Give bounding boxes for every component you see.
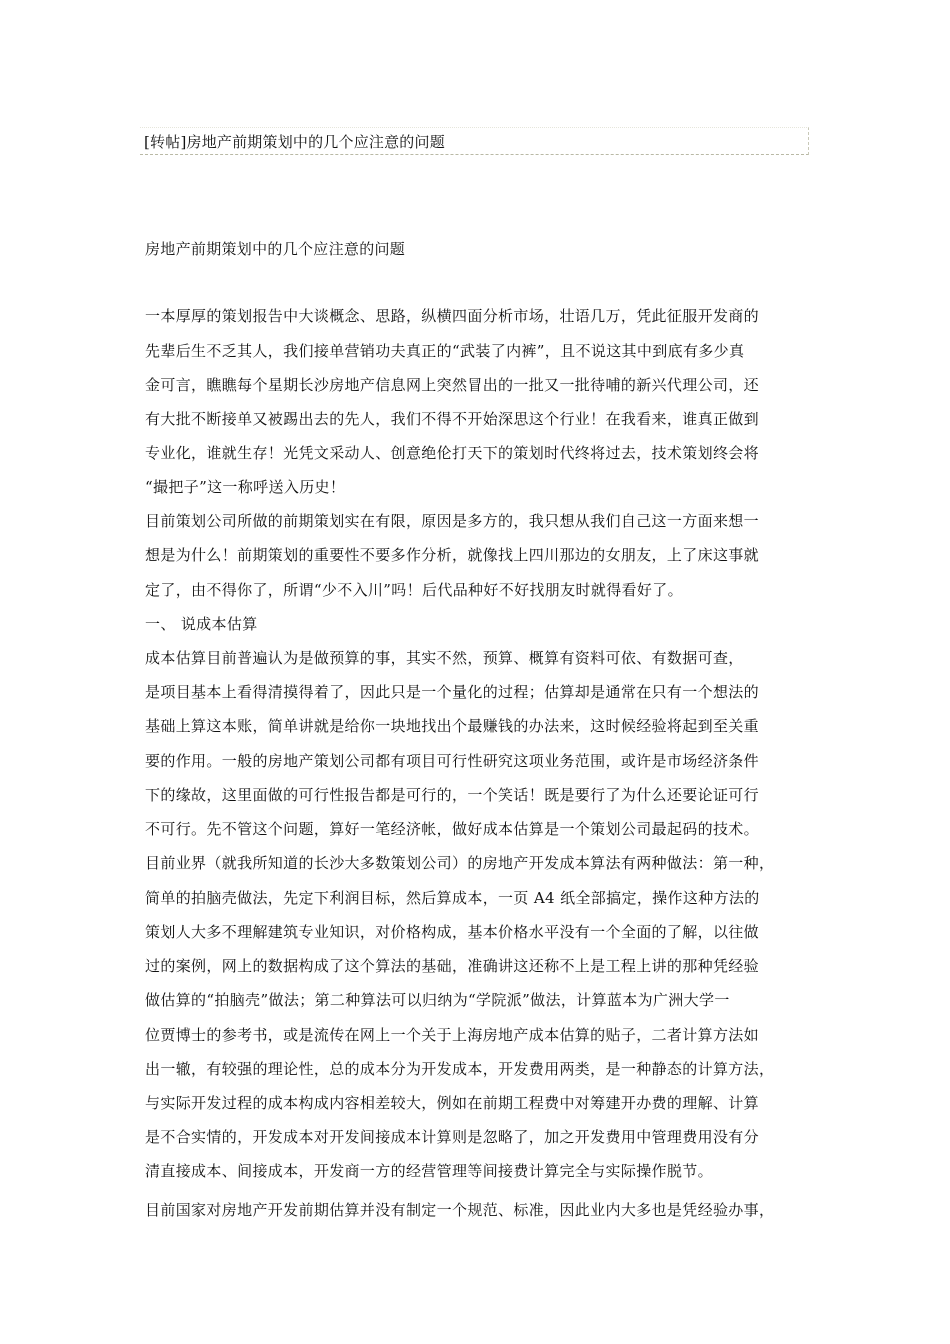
body-line: 清直接成本、间接成本，开发商一方的经营管理等间接费计算完全与实际操作脱节。 bbox=[145, 1162, 713, 1180]
body-line: 是项目基本上看得清摸得着了，因此只是一个量化的过程；估算却是通常在只有一个想法的 bbox=[145, 683, 760, 701]
body-line: 与实际开发过程的成本构成内容相差较大，例如在前期工程费中对筹建开办费的理解、计算 bbox=[145, 1094, 760, 1112]
body-line: 想是为什么！前期策划的重要性不要多作分析，就像找上四川那边的女朋友，上了床这事就 bbox=[145, 546, 760, 564]
body-line: 出一辙，有较强的理论性，总的成本分为开发成本，开发费用两类，是一种静态的计算方法， bbox=[145, 1060, 775, 1078]
body-line: 专业化，谁就生存！光凭文采动人、创意绝伦打天下的策划时代终将过去，技术策划终会将 bbox=[145, 444, 760, 462]
body-line: 要的作用。一般的房地产策划公司都有项目可行性研究这项业务范围，或许是市场经济条件 bbox=[145, 752, 760, 770]
body-line: 基础上算这本账，简单讲就是给你一块地找出个最赚钱的办法来，这时候经验将起到至关重 bbox=[145, 717, 760, 735]
body-line: 目前国家对房地产开发前期估算并没有制定一个规范、标准，因此业内大多也是凭经验办事， bbox=[145, 1201, 775, 1219]
body-line: 过的案例，网上的数据构成了这个算法的基础，准确讲这还称不上是工程上讲的那种凭经验 bbox=[145, 957, 760, 975]
body-line: 金可言，瞧瞧每个星期长沙房地产信息网上突然冒出的一批又一批待哺的新兴代理公司，还 bbox=[145, 376, 760, 394]
body-line: 不可行。先不管这个问题，算好一笔经济帐，做好成本估算是一个策划公司最起码的技术。 bbox=[145, 820, 760, 838]
section-heading: 一、 说成本估算 bbox=[145, 615, 258, 633]
body-line: 简单的拍脑壳做法，先定下利润目标，然后算成本，一页 A4 纸全部搞定，操作这种方法的 bbox=[145, 889, 760, 907]
body-line: 做估算的“拍脑壳”做法；第二种算法可以归纳为“学院派”做法，计算蓝本为广洲大学一 bbox=[145, 991, 730, 1009]
body-line: 下的缘故，这里面做的可行性报告都是可行的，一个笑话！既是要行了为什么还要论证可行 bbox=[145, 786, 760, 804]
body-line: 目前业界（就我所知道的长沙大多数策划公司）的房地产开发成本算法有两种做法：第一种， bbox=[145, 854, 775, 872]
body-line: “撮把子”这一称呼送入历史！ bbox=[145, 478, 346, 496]
body-line: 目前策划公司所做的前期策划实在有限，原因是多方的，我只想从我们自己这一方面来想一 bbox=[145, 512, 760, 530]
post-title: [转帖]房地产前期策划中的几个应注意的问题 bbox=[144, 133, 445, 151]
body-line: 先辈后生不乏其人，我们接单营销功夫真正的“武装了内裤”，且不说这其中到底有多少真 bbox=[145, 342, 745, 360]
article-title: 房地产前期策划中的几个应注意的问题 bbox=[145, 240, 406, 258]
body-line: 成本估算目前普遍认为是做预算的事，其实不然，预算、概算有资料可依、有数据可查， bbox=[145, 649, 744, 667]
body-line: 一本厚厚的策划报告中大谈概念、思路，纵横四面分析市场，壮语几万，凭此征服开发商的 bbox=[145, 307, 760, 325]
body-line: 定了，由不得你了，所谓“少不入川”吗！后代品种好不好找朋友时就得看好了。 bbox=[145, 581, 683, 599]
body-line: 位贾博士的参考书，或是流传在网上一个关于上海房地产成本估算的贴子，二者计算方法如 bbox=[145, 1026, 760, 1044]
body-line: 是不合实情的，开发成本对开发间接成本计算则是忽略了，加之开发费用中管理费用没有分 bbox=[145, 1128, 760, 1146]
body-line: 有大批不断接单又被踢出去的先人，我们不得不开始深思这个行业！在我看来，谁真正做到 bbox=[145, 410, 760, 428]
post-header bbox=[140, 127, 809, 155]
body-line: 策划人大多不理解建筑专业知识，对价格构成，基本价格水平没有一个全面的了解，以往做 bbox=[145, 923, 760, 941]
